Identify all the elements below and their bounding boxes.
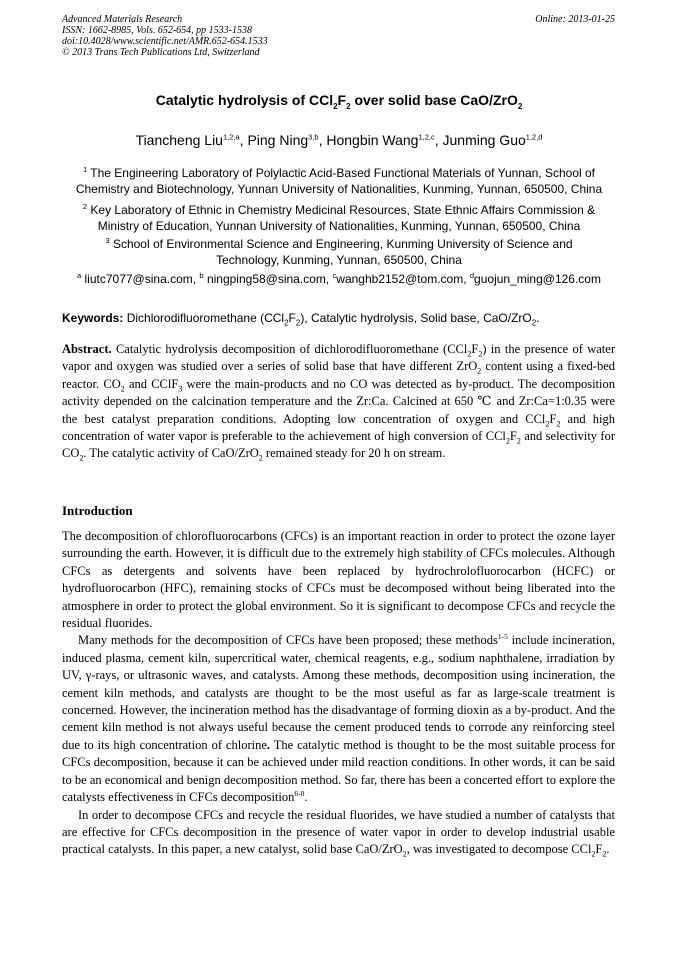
- copyright-line: © 2013 Trans Tech Publications Ltd, Switzerland: [62, 47, 260, 58]
- author-list: Tiancheng Liu$^{1,2,a}$, Ping Ning$^{3,b}$, Hongbin Wang$^{1,2,c}$, Junming Guo$^{1,2,d}$: [135, 132, 543, 148]
- citation-ref: 1-5: [497, 632, 508, 642]
- affiliation-1: $^1$ The Engineering Laboratory of Polylactic Acid-Based Functional Materials of Yunnan, School of Chemistry and Biotechnology, Yunnan University of Nationalities, Kunming, Yunnan, 650500, China: [75, 165, 603, 196]
- email-list: $^a$ liutc7077@sina.com, $^b$ ningping58@sina.com, $^c$wanghb2152@tom.com, $^d$guojun_ming@126.com: [77, 271, 601, 286]
- citation-ref: 6-8: [294, 788, 305, 798]
- issn-line: ISSN: 1662-8985, Vols. 652-654, pp 1533-1538: [62, 25, 252, 36]
- author: Hongbin Wang: [326, 132, 419, 148]
- author: Ping Ning: [247, 132, 309, 148]
- journal-header: [62, 14, 268, 58]
- paper-title: Catalytic hydrolysis of $CCl_2F_2$ over solid base CaO/ZrO$_2$: [155, 92, 523, 111]
- email-link[interactable]: liutc7077@sina.com: [84, 272, 193, 286]
- email-link[interactable]: wanghb2152@tom.com: [336, 272, 464, 286]
- paragraph: The decomposition of chlorofluorocarbons (CFCs) is an important reaction in order to protect the ozone layer surrounding the earth. However, it is difficult due to the extremely high stability of CFCs molecules. Although CFCs as detergents and solvents have been replaced by hydrochrolofluorocarbon (HCFC) or hydrofluorocarbon (HFC), remaining stocks of CFCs must be decomposed without being liberated into the atmosphere in order to protect the global environment. So it is significant to decompose CFCs and recycle the residual fluorides.: [62, 529, 615, 631]
- keywords: Keywords: Dichlorodifluoromethane $(CCl_2F_2)$, Catalytic hydrolysis, Solid base, CaO/ZrO$_2$.: [62, 311, 540, 328]
- keywords-label: Keywords:: [62, 311, 124, 325]
- affiliation-3: $^3$ School of Environmental Science and Engineering, Kunming University of Science and Technology, Kunming, Yunnan, 650500, China: [105, 236, 573, 267]
- section-heading-introduction: Introduction: [62, 503, 133, 518]
- paragraph: In order to decompose CFCs and recycle the residual fluorides, we have studied a number of catalysts that are effective for CFCs decomposition in the presence of water vapor in order to develop industrial usable practical catalysts. In this paper, a new catalyst, solid base CaO/ZrO$_2$, was investigated to decompose $CCl_2F_2$.: [62, 807, 615, 859]
- journal-name: Advanced Materials Research: [62, 14, 183, 25]
- email-link[interactable]: guojun_ming@126.com: [474, 272, 601, 286]
- abstract: Abstract. Catalytic hydrolysis decomposition of dichlorodifluoromethane $(CCl_2F_2)$ in the presence of water vapor and oxygen was studied over a series of solid base that have different ZrO$_2$ content using a fixed-bed reactor. $CO_2$ and CClF$_3$ were the main-products and no CO was detected as by-product. The decomposition activity depended on the calcination temperature and the Zr:Ca. Calcined at 650 ℃ and Zr:Ca=1:0.35 were the best catalyst preparation conditions. Adopting low concentration of oxygen and $CCl_2F_2$ and high concentration of water vapor is preferable to the achievement of high conversion of $CCl_2F_2$ and selectivity for $CO_2$. The catalytic activity of CaO/ZrO$_2$ remained steady for 20 h on stream.: [62, 342, 616, 463]
- introduction-body: [62, 528, 615, 859]
- online-date: Online: 2013-01-25: [535, 14, 615, 25]
- abstract-label: Abstract.: [62, 342, 112, 356]
- doi-line: doi:10.4028/www.scientific.net/AMR.652-654.1533: [62, 36, 268, 47]
- author: Tiancheng Liu: [135, 132, 223, 148]
- affiliation-2: $^2$ Key Laboratory of Ethnic in Chemistry Medicinal Resources, State Ethnic Affairs Commission & Ministry of Education, Yunnan University of Nationalities, Kunming, Yunnan, 650500, China: [82, 202, 596, 233]
- author: Junming Guo: [442, 132, 526, 148]
- email-link[interactable]: ningping58@sina.com: [206, 272, 326, 286]
- paragraph: Many methods for the decomposition of CFCs have been proposed; these methods$^{1-5}$ include incineration, induced plasma, cement kiln, supercritical water, chemical reagents, e.g., sodium naphthalene, irradiation by UV, γ-rays, or ultrasonic waves, and catalysts. Among these methods, decomposition using incineration, the cement kiln methods, and catalysts are thought to be the most useful as far as large-scale treatment is concerned. However, the incineration method has the disadvantage of forming dioxin as a by-product. And the cement kiln method is not always useful because the cement produced tends to corrode any reinforcing steel due to its high concentration of chlorine. The catalytic method is thought to be the most suitable process for CFCs decomposition, because it can be achieved under mild reaction conditions. In other words, it can be said to be an economical and benign decomposition method. So far, there has been a concerted effort to explore the catalysts effectiveness in CFCs decomposition$^{6-8}$.: [62, 632, 615, 805]
